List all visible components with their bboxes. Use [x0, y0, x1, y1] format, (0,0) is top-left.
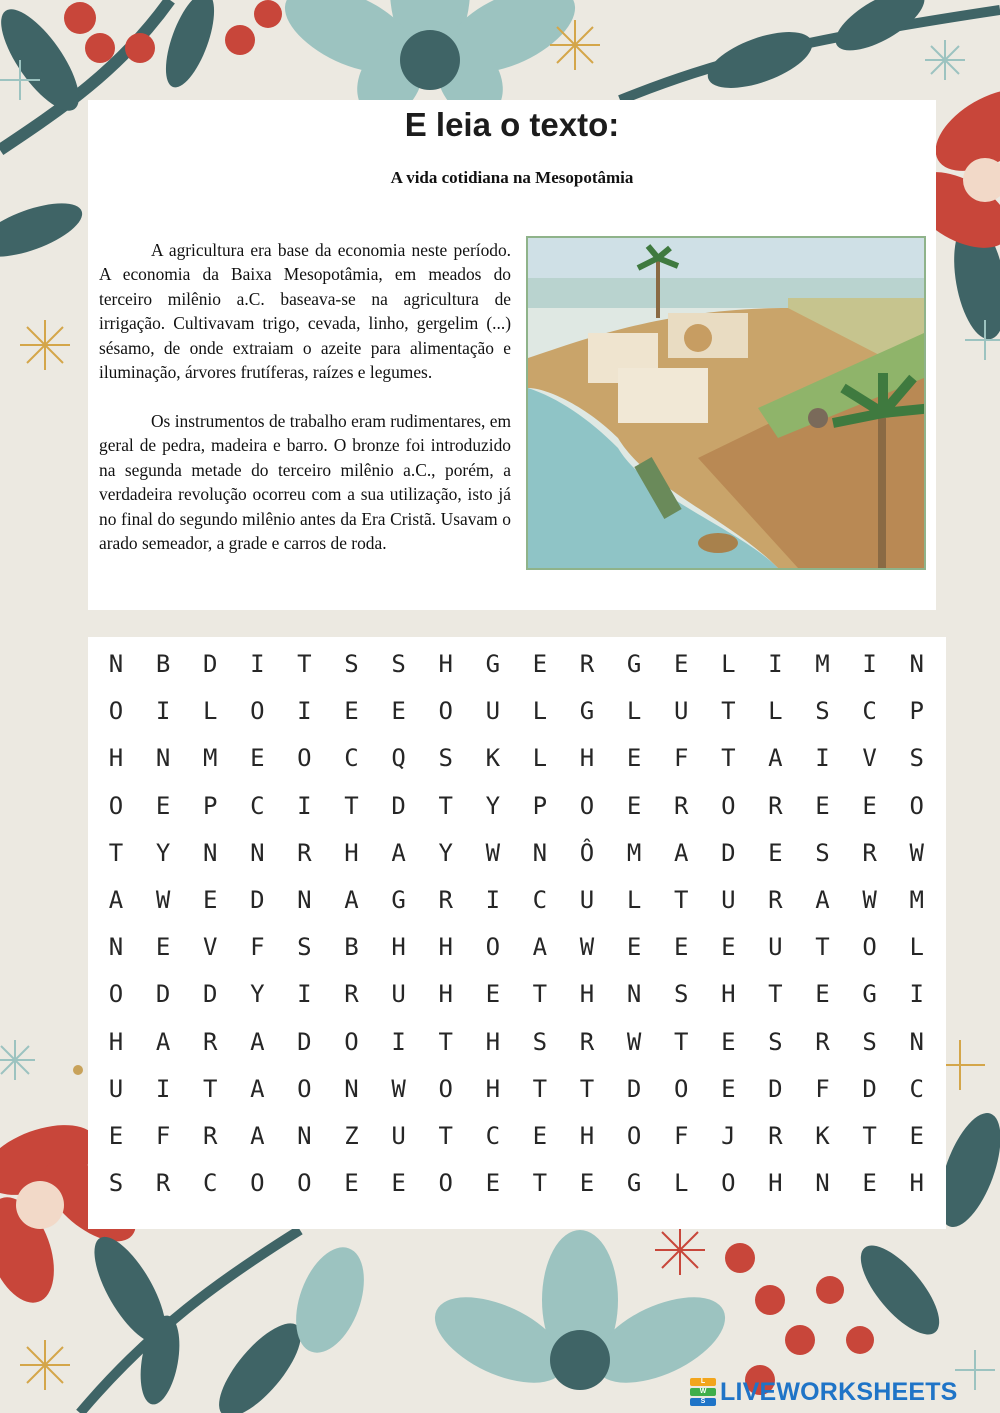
grid-letter[interactable]: I: [909, 980, 924, 1009]
grid-letter[interactable]: N: [909, 1027, 924, 1056]
grid-letter[interactable]: D: [721, 838, 736, 867]
grid-letter[interactable]: M: [626, 838, 642, 867]
grid-letter[interactable]: E: [909, 1122, 924, 1150]
grid-letter[interactable]: U: [673, 697, 689, 726]
grid-letter[interactable]: D: [862, 1074, 877, 1103]
grid-letter[interactable]: Z: [344, 1122, 359, 1150]
logo-text: LIVEWORKSHEETS: [720, 1377, 958, 1406]
grid-letter[interactable]: T: [438, 1027, 453, 1056]
grid-letter[interactable]: L: [532, 744, 548, 773]
grid-letter[interactable]: D: [155, 980, 171, 1009]
grid-letter[interactable]: O: [108, 791, 124, 820]
grid-row: [88, 885, 946, 915]
grid-letter[interactable]: T: [815, 933, 830, 962]
grid-letter[interactable]: H: [108, 744, 124, 773]
grid-letter[interactable]: F: [673, 1122, 689, 1150]
paragraph-tools: Os instrumentos de trabalho eram rudimentares, em geral de pedra, madeira e barro. O bronze foi introduzido na segunda metade do terceiro milênio a.C., porém, a verdadeira revolução ocorreu com a sua utilização, isto já no final do segundo milênio antes da Era Cristã. Usavam o arado semeador, a grade e carros de roda.: [99, 411, 511, 554]
grid-letter[interactable]: W: [579, 933, 595, 962]
grid-letter[interactable]: E: [626, 791, 642, 820]
grid-letter[interactable]: D: [202, 980, 218, 1009]
grid-letter[interactable]: T: [532, 1074, 548, 1103]
grid-letter[interactable]: E: [815, 791, 830, 820]
grid-letter[interactable]: S: [344, 650, 359, 678]
grid-letter[interactable]: M: [202, 744, 218, 773]
grid-letter[interactable]: I: [297, 697, 312, 726]
grid-letter[interactable]: T: [438, 1122, 453, 1150]
grid-letter[interactable]: O: [909, 791, 924, 820]
grid-letter[interactable]: E: [673, 933, 689, 962]
grid-letter[interactable]: O: [297, 1169, 312, 1198]
grid-letter[interactable]: W: [909, 838, 924, 867]
grid-letter[interactable]: Y: [155, 838, 171, 867]
grid-letter[interactable]: H: [579, 744, 595, 773]
grid-row: [88, 696, 946, 726]
grid-letter[interactable]: N: [250, 838, 265, 867]
grid-letter[interactable]: U: [721, 886, 736, 914]
grid-letter[interactable]: N: [108, 650, 124, 678]
grid-letter[interactable]: E: [721, 1074, 736, 1103]
grid-letter[interactable]: F: [673, 744, 689, 773]
grid-letter[interactable]: Ô: [579, 838, 595, 867]
grid-letter[interactable]: U: [108, 1074, 124, 1103]
pale-flower-bottom: [283, 1230, 738, 1400]
grid-letter[interactable]: P: [202, 791, 218, 820]
grid-letter[interactable]: A: [250, 1027, 265, 1056]
red-berries-bottom: [725, 1243, 874, 1395]
grid-letter[interactable]: R: [673, 791, 689, 820]
grid-letter[interactable]: S: [909, 744, 924, 773]
grid-letter[interactable]: E: [862, 791, 877, 820]
grid-letter[interactable]: E: [579, 1169, 595, 1198]
grid-row: [88, 1168, 946, 1198]
grid-letter[interactable]: R: [768, 791, 783, 820]
grid-letter[interactable]: V: [862, 744, 877, 773]
grid-letter[interactable]: R: [815, 1027, 830, 1056]
grid-letter[interactable]: E: [626, 933, 642, 962]
grid-letter[interactable]: W: [862, 886, 877, 914]
grid-letter[interactable]: E: [485, 980, 501, 1009]
grid-letter[interactable]: N: [297, 886, 312, 914]
grid-letter[interactable]: T: [768, 980, 783, 1009]
grid-letter[interactable]: L: [626, 886, 642, 914]
grid-letter[interactable]: H: [721, 980, 736, 1009]
grid-letter[interactable]: R: [202, 1122, 218, 1150]
grid-letter[interactable]: D: [768, 1074, 783, 1103]
grid-letter[interactable]: O: [297, 744, 312, 773]
grid-letter[interactable]: N: [532, 838, 548, 867]
grid-letter[interactable]: K: [485, 744, 501, 773]
grid-letter[interactable]: E: [721, 933, 736, 962]
mesopotamian-village-illustration: [526, 236, 926, 570]
grid-letter[interactable]: O: [250, 697, 265, 726]
grid-letter[interactable]: H: [485, 1027, 501, 1056]
grid-letter[interactable]: F: [250, 933, 265, 962]
grid-letter[interactable]: H: [579, 1122, 595, 1150]
grid-letter[interactable]: A: [768, 744, 783, 773]
grid-letter[interactable]: L: [909, 933, 924, 962]
grid-row: [88, 1027, 946, 1057]
grid-letter[interactable]: I: [297, 791, 312, 820]
grid-letter[interactable]: E: [673, 650, 689, 678]
grid-letter[interactable]: R: [297, 838, 312, 867]
grid-letter[interactable]: D: [202, 650, 218, 678]
grid-letter[interactable]: Y: [485, 791, 501, 820]
grid-letter[interactable]: G: [862, 980, 877, 1009]
grid-letter[interactable]: O: [438, 1074, 453, 1103]
grid-letter[interactable]: L: [721, 650, 736, 678]
grid-letter[interactable]: L: [202, 697, 218, 726]
grid-letter[interactable]: I: [391, 1027, 406, 1056]
grid-row: [88, 649, 946, 679]
grid-letter[interactable]: I: [155, 697, 171, 726]
grid-letter[interactable]: L: [768, 697, 783, 726]
liveworksheets-mark-icon: L W S: [690, 1378, 716, 1406]
grid-letter[interactable]: N: [155, 744, 171, 773]
grid-letter[interactable]: S: [815, 697, 830, 726]
grid-letter[interactable]: A: [155, 1027, 171, 1056]
grid-letter[interactable]: O: [626, 1122, 642, 1150]
grid-letter[interactable]: N: [202, 838, 218, 867]
grid-letter[interactable]: P: [909, 697, 924, 726]
grid-letter[interactable]: S: [297, 933, 312, 962]
grid-letter[interactable]: E: [250, 744, 265, 773]
grid-letter[interactable]: T: [108, 838, 124, 867]
grid-letter[interactable]: C: [532, 886, 548, 914]
grid-letter[interactable]: R: [768, 886, 783, 914]
grid-letter[interactable]: J: [721, 1122, 736, 1150]
grid-letter[interactable]: Y: [250, 980, 265, 1009]
grid-letter[interactable]: T: [579, 1074, 595, 1103]
grid-letter[interactable]: A: [344, 886, 359, 914]
grid-letter[interactable]: D: [391, 791, 406, 820]
liveworksheets-logo: [690, 1376, 958, 1408]
grid-letter[interactable]: C: [485, 1122, 501, 1150]
grid-letter[interactable]: S: [815, 838, 830, 867]
grid-letter[interactable]: W: [391, 1074, 406, 1103]
grid-letter[interactable]: O: [485, 933, 501, 962]
grid-letter[interactable]: I: [862, 650, 877, 678]
grid-letter[interactable]: I: [815, 744, 830, 773]
grid-letter[interactable]: M: [909, 886, 924, 914]
grid-letter[interactable]: G: [626, 650, 642, 678]
grid-letter[interactable]: N: [626, 980, 642, 1009]
grid-letter[interactable]: N: [344, 1074, 359, 1103]
grid-letter[interactable]: I: [250, 650, 265, 678]
grid-letter[interactable]: E: [485, 1169, 501, 1198]
grid-letter[interactable]: E: [344, 1169, 359, 1198]
grid-letter[interactable]: E: [532, 650, 548, 678]
grid-letter[interactable]: E: [155, 933, 171, 962]
grid-letter[interactable]: R: [579, 650, 595, 678]
grid-letter[interactable]: R: [155, 1169, 171, 1198]
grid-letter[interactable]: S: [438, 744, 453, 773]
grid-letter[interactable]: T: [532, 980, 548, 1009]
dot: [73, 1065, 83, 1075]
grid-letter[interactable]: W: [626, 1027, 642, 1056]
grid-letter[interactable]: U: [768, 933, 783, 962]
grid-row: [88, 838, 946, 868]
grid-letter[interactable]: E: [108, 1122, 124, 1150]
grid-letter[interactable]: R: [202, 1027, 218, 1056]
grid-letter[interactable]: T: [438, 791, 453, 820]
page-title: E leia o texto:: [404, 106, 620, 143]
grid-letter[interactable]: E: [391, 1169, 406, 1198]
grid-letter[interactable]: S: [768, 1027, 783, 1056]
grid-letter[interactable]: O: [108, 980, 124, 1009]
grid-letter[interactable]: G: [579, 697, 595, 726]
grid-letter[interactable]: S: [108, 1169, 124, 1198]
grid-letter[interactable]: B: [344, 933, 359, 962]
grid-row: [88, 791, 946, 821]
grid-letter[interactable]: U: [391, 980, 406, 1009]
grid-letter[interactable]: T: [297, 650, 312, 678]
grid-letter[interactable]: C: [202, 1169, 218, 1198]
grid-letter[interactable]: I: [485, 886, 501, 914]
reading-panel: [88, 100, 936, 610]
grid-row: [88, 743, 946, 773]
grid-letter[interactable]: D: [297, 1027, 312, 1056]
grid-letter[interactable]: T: [721, 744, 736, 773]
grid-letter[interactable]: U: [485, 697, 501, 726]
grid-letter[interactable]: A: [108, 886, 124, 914]
grid-letter[interactable]: F: [815, 1074, 830, 1103]
grid-letter[interactable]: A: [391, 838, 406, 867]
grid-letter[interactable]: R: [579, 1027, 595, 1056]
grid-letter[interactable]: C: [862, 697, 877, 726]
grid-letter[interactable]: E: [768, 838, 783, 867]
grid-letter[interactable]: U: [391, 1122, 406, 1150]
grid-letter[interactable]: E: [532, 1122, 548, 1150]
grid-letter[interactable]: H: [485, 1074, 501, 1103]
grid-letter[interactable]: V: [202, 933, 218, 962]
grid-letter[interactable]: T: [862, 1122, 877, 1150]
grid-letter[interactable]: P: [532, 791, 548, 820]
grid-letter[interactable]: H: [438, 933, 453, 962]
grid-letter[interactable]: N: [815, 1169, 830, 1198]
grid-letter[interactable]: O: [250, 1169, 265, 1198]
grid-letter[interactable]: I: [155, 1074, 171, 1103]
grid-letter[interactable]: A: [250, 1074, 265, 1103]
grid-letter[interactable]: O: [438, 697, 453, 726]
grid-letter[interactable]: H: [579, 980, 595, 1009]
grid-letter[interactable]: C: [344, 744, 359, 773]
grid-letter[interactable]: E: [721, 1027, 736, 1056]
grid-letter[interactable]: O: [673, 1074, 689, 1103]
grid-letter[interactable]: T: [532, 1169, 548, 1198]
grid-letter[interactable]: D: [250, 886, 265, 914]
grid-letter[interactable]: S: [862, 1027, 877, 1056]
grid-letter[interactable]: L: [532, 697, 548, 726]
grid-letter[interactable]: S: [673, 980, 689, 1009]
grid-letter[interactable]: T: [673, 1027, 689, 1056]
grid-letter[interactable]: H: [391, 933, 406, 962]
grid-letter[interactable]: O: [438, 1169, 453, 1198]
grid-letter[interactable]: W: [485, 838, 501, 867]
grid-letter[interactable]: O: [297, 1074, 312, 1103]
grid-letter[interactable]: W: [155, 886, 171, 914]
grid-letter[interactable]: E: [344, 697, 359, 726]
grid-letter[interactable]: A: [815, 886, 830, 914]
grid-letter[interactable]: T: [202, 1074, 218, 1103]
grid-letter[interactable]: H: [344, 838, 359, 867]
word-search-panel: [88, 637, 946, 1229]
grid-letter[interactable]: E: [626, 744, 642, 773]
grid-letter[interactable]: N: [909, 650, 924, 678]
grid-letter[interactable]: A: [532, 933, 548, 962]
grid-letter[interactable]: F: [155, 1122, 171, 1150]
grid-letter[interactable]: R: [768, 1122, 783, 1150]
grid-letter[interactable]: G: [391, 886, 406, 914]
grid-letter[interactable]: O: [721, 1169, 736, 1198]
grid-letter[interactable]: R: [344, 980, 359, 1009]
grid-letter[interactable]: I: [297, 980, 312, 1009]
grid-letter[interactable]: H: [909, 1169, 924, 1198]
grid-letter[interactable]: A: [673, 838, 689, 867]
grid-letter[interactable]: Q: [391, 744, 406, 773]
grid-letter[interactable]: E: [202, 886, 218, 914]
grid-letter[interactable]: B: [155, 650, 171, 678]
grid-letter[interactable]: N: [108, 933, 124, 962]
grid-letter[interactable]: E: [391, 697, 406, 726]
grid-letter[interactable]: O: [108, 697, 124, 726]
grid-letter[interactable]: O: [344, 1027, 359, 1056]
grid-row: [88, 1074, 946, 1104]
grid-letter[interactable]: H: [768, 1169, 783, 1198]
grid-letter[interactable]: E: [862, 1169, 877, 1198]
grid-letter[interactable]: R: [862, 838, 877, 867]
grid-letter[interactable]: C: [250, 791, 265, 820]
grid-letter[interactable]: H: [438, 980, 453, 1009]
grid-letter[interactable]: O: [579, 791, 595, 820]
grid-letter[interactable]: H: [108, 1027, 124, 1056]
grid-letter[interactable]: M: [815, 650, 830, 678]
paragraph-agriculture: A agricultura era base da economia neste período. A economia da Baixa Mesopotâmia, em meados do terceiro milênio a.C. baseava-se na agricultura de irrigação. Cultivavam trigo, cevada, linho, gergelim (...) sésamo, de onde extraiam o azeite para alimentação e iluminação, árvores frutíferas, raízes e legumes.: [99, 240, 511, 383]
grid-row: [88, 979, 946, 1009]
grid-letter[interactable]: E: [155, 791, 171, 820]
grid-letter[interactable]: H: [438, 650, 453, 678]
grid-letter[interactable]: O: [862, 933, 877, 962]
grid-letter[interactable]: E: [815, 980, 830, 1009]
grid-letter[interactable]: N: [297, 1122, 312, 1150]
grid-row: [88, 932, 946, 962]
grid-letter[interactable]: T: [721, 697, 736, 726]
grid-letter[interactable]: L: [626, 697, 642, 726]
grid-letter[interactable]: L: [673, 1169, 689, 1198]
grid-letter[interactable]: Y: [438, 838, 453, 867]
grid-letter[interactable]: R: [438, 886, 453, 914]
grid-letter[interactable]: S: [532, 1027, 548, 1056]
grid-letter[interactable]: C: [909, 1074, 924, 1103]
grid-letter[interactable]: A: [250, 1122, 265, 1150]
grid-letter[interactable]: S: [391, 650, 406, 678]
grid-letter[interactable]: I: [768, 650, 783, 678]
grid-row: [88, 1121, 946, 1151]
grid-letter[interactable]: T: [673, 886, 689, 914]
article-title: A vida cotidiana na Mesopotâmia: [390, 168, 634, 187]
grid-letter[interactable]: O: [721, 791, 736, 820]
grid-letter[interactable]: D: [626, 1074, 642, 1103]
grid-letter[interactable]: T: [344, 791, 359, 820]
grid-letter[interactable]: G: [485, 650, 501, 678]
grid-letter[interactable]: K: [815, 1122, 830, 1150]
grid-letter[interactable]: U: [579, 886, 595, 914]
grid-letter[interactable]: G: [626, 1169, 642, 1198]
